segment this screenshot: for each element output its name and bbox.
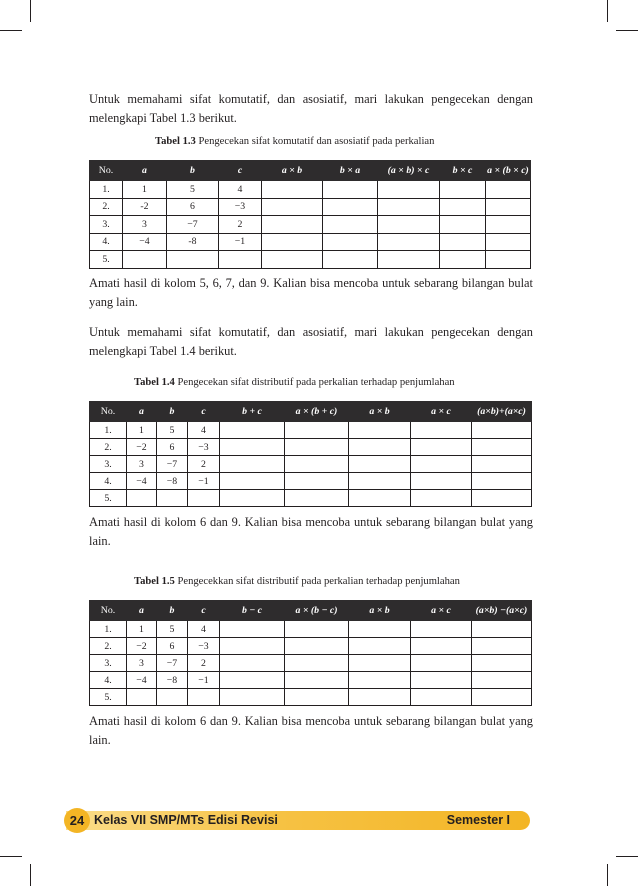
row-number-cell: 4. (90, 473, 127, 490)
table-cell (378, 216, 440, 234)
row-number-cell: 4. (90, 672, 127, 689)
caption-text: Pengecekkan sifat distributif pada perkalian terhadap penjumlahan (174, 576, 460, 587)
table-header-row (90, 161, 531, 181)
table-cell (262, 233, 323, 251)
table-cell (378, 198, 440, 216)
table-cell (349, 655, 411, 672)
table-cell (411, 490, 472, 507)
table-row (90, 672, 532, 689)
table-cell (220, 638, 285, 655)
table-cell: 5 (157, 422, 188, 439)
table-row (90, 216, 531, 234)
table-row (90, 181, 531, 199)
row-number-cell: 2. (90, 638, 127, 655)
table-cell (188, 689, 220, 706)
table-cell: 3 (127, 456, 157, 473)
table-cell (323, 198, 378, 216)
table-cell (262, 251, 323, 269)
header-cell: c (188, 601, 220, 621)
table-cell: 4 (219, 181, 262, 199)
header-cell: c (188, 402, 220, 422)
caption-text: Pengecekan sifat distributif pada perkalian terhadap penjumlahan (174, 377, 455, 388)
table-cell (411, 655, 472, 672)
table-cell (157, 490, 188, 507)
header-cell: b × a (323, 161, 378, 181)
table-cell (349, 689, 411, 706)
table-cell: -2 (123, 198, 167, 216)
table-cell: −2 (127, 439, 157, 456)
header-cell: a × (b + c) (285, 402, 349, 422)
header-cell: a × b (349, 601, 411, 621)
crop-mark (0, 30, 22, 31)
header-cell: (a × b) × c (378, 161, 440, 181)
table-cell: 6 (157, 439, 188, 456)
table-cell: 1 (127, 621, 157, 638)
table-cell (378, 233, 440, 251)
header-cell: a × (b × c) (486, 161, 531, 181)
table-cell (262, 181, 323, 199)
header-cell: (a×b) −(a×c) (472, 601, 532, 621)
table-cell (220, 689, 285, 706)
table-cell: 6 (157, 638, 188, 655)
table-cell: −4 (127, 473, 157, 490)
crop-mark (607, 0, 608, 22)
table-cell (220, 490, 285, 507)
row-number-cell: 5. (90, 490, 127, 507)
table-cell (157, 689, 188, 706)
note-paragraph-2: Amati hasil di kolom 6 dan 9. Kalian bisa mencoba untuk sebarang bilangan bulat yang lain. (89, 515, 533, 548)
table-cell (188, 490, 220, 507)
header-cell: a (127, 402, 157, 422)
table-row (90, 638, 532, 655)
table-cell (349, 439, 411, 456)
header-cell: b − c (220, 601, 285, 621)
table-cell (323, 233, 378, 251)
table-cell: −3 (219, 198, 262, 216)
caption-label: Tabel 1.3 (155, 136, 196, 147)
table-cell: −3 (188, 439, 220, 456)
header-cell: a × b (349, 402, 411, 422)
note-paragraph-3: Amati hasil di kolom 6 dan 9. Kalian bisa mencoba untuk sebarang bilangan bulat yang lain. (89, 714, 533, 747)
crop-mark (607, 864, 608, 886)
table-row (90, 439, 532, 456)
table-cell (486, 198, 531, 216)
table-cell (440, 251, 486, 269)
table-cell (472, 490, 532, 507)
header-cell: a × c (411, 402, 472, 422)
table-cell (472, 689, 532, 706)
table-cell (349, 672, 411, 689)
table-cell (220, 422, 285, 439)
table-row (90, 198, 531, 216)
crop-mark (616, 30, 638, 31)
crop-mark (0, 856, 22, 857)
intro-paragraph-2: Untuk memahami sifat komutatif, dan asosiatif, mari lakukan pengecekan dengan melengkapi Tabel 1.4 berikut. (89, 325, 533, 358)
row-number-cell: 5. (90, 251, 123, 269)
table-cell (440, 233, 486, 251)
table-cell (349, 621, 411, 638)
caption-text: Pengecekan sifat komutatif dan asosiatif pada perkalian (195, 136, 435, 147)
header-cell: b (167, 161, 219, 181)
header-cell: (a×b)+(a×c) (472, 402, 532, 422)
table-cell: −8 (157, 672, 188, 689)
table-header-row (90, 601, 532, 621)
table-cell (123, 251, 167, 269)
table-cell: −1 (188, 672, 220, 689)
table-1-4-caption (134, 377, 455, 388)
table-cell (472, 655, 532, 672)
table-cell (167, 251, 219, 269)
header-cell: a (127, 601, 157, 621)
table-cell (440, 198, 486, 216)
table-cell (440, 216, 486, 234)
table-cell (127, 689, 157, 706)
table-cell (323, 181, 378, 199)
header-cell: No. (90, 402, 127, 422)
table-cell (411, 456, 472, 473)
table-row (90, 456, 532, 473)
table-cell: 1 (123, 181, 167, 199)
table-cell (472, 621, 532, 638)
table-cell (411, 672, 472, 689)
table-cell: −1 (188, 473, 220, 490)
table-row (90, 422, 532, 439)
note-paragraph-1: Amati hasil di kolom 5, 6, 7, dan 9. Kalian bisa mencoba untuk sebarang bilangan bulat yang lain. (89, 276, 533, 309)
table-cell: 6 (167, 198, 219, 216)
table-cell (262, 198, 323, 216)
table-cell (411, 439, 472, 456)
table-cell (285, 473, 349, 490)
footer-semester: Semester I (446, 813, 510, 827)
table-cell (323, 216, 378, 234)
table-cell: −7 (157, 655, 188, 672)
crop-mark (616, 856, 638, 857)
table-cell (349, 456, 411, 473)
table-row (90, 473, 532, 490)
table-cell (285, 439, 349, 456)
row-number-cell: 5. (90, 689, 127, 706)
row-number-cell: 3. (90, 216, 123, 234)
table-cell (411, 621, 472, 638)
table-cell: −1 (219, 233, 262, 251)
table-cell (440, 181, 486, 199)
table-cell: 4 (188, 422, 220, 439)
header-cell: a × c (411, 601, 472, 621)
table-cell (486, 233, 531, 251)
table-header-row (90, 402, 532, 422)
header-cell: b (157, 402, 188, 422)
table-cell (220, 672, 285, 689)
table-cell (486, 251, 531, 269)
table-1-3-caption (155, 136, 434, 147)
table-cell (411, 638, 472, 655)
table-cell (411, 473, 472, 490)
header-cell: c (219, 161, 262, 181)
table-cell (285, 422, 349, 439)
table-cell (472, 439, 532, 456)
row-number-cell: 1. (90, 422, 127, 439)
row-number-cell: 3. (90, 456, 127, 473)
table-cell (472, 473, 532, 490)
table-cell: −2 (127, 638, 157, 655)
table-cell: 3 (123, 216, 167, 234)
table-cell: 4 (188, 621, 220, 638)
table-cell (262, 216, 323, 234)
table-cell: 2 (188, 655, 220, 672)
table-cell (285, 621, 349, 638)
table-cell: 2 (188, 456, 220, 473)
page-number-badge: 24 (64, 808, 90, 833)
table-1-4 (89, 401, 532, 507)
table-cell (220, 456, 285, 473)
row-number-cell: 2. (90, 198, 123, 216)
table-row (90, 621, 532, 638)
table-cell (378, 251, 440, 269)
table-cell (285, 655, 349, 672)
table-cell: -8 (167, 233, 219, 251)
table-cell (285, 456, 349, 473)
table-cell (285, 638, 349, 655)
header-cell: No. (90, 601, 127, 621)
row-number-cell: 1. (90, 621, 127, 638)
table-cell: 5 (167, 181, 219, 199)
caption-label: Tabel 1.4 (134, 377, 175, 388)
table-row (90, 233, 531, 251)
row-number-cell: 3. (90, 655, 127, 672)
crop-mark (30, 864, 31, 886)
table-cell: 1 (127, 422, 157, 439)
crop-mark (30, 0, 31, 22)
table-row (90, 251, 531, 269)
table-cell: −7 (157, 456, 188, 473)
table-cell (349, 473, 411, 490)
table-cell (219, 251, 262, 269)
header-cell: b (157, 601, 188, 621)
table-cell (349, 422, 411, 439)
header-cell: No. (90, 161, 123, 181)
table-cell (486, 216, 531, 234)
table-cell (220, 655, 285, 672)
table-cell: 5 (157, 621, 188, 638)
table-cell (220, 473, 285, 490)
table-1-5-caption (134, 576, 460, 587)
table-cell: 3 (127, 655, 157, 672)
table-cell (486, 181, 531, 199)
table-cell (323, 251, 378, 269)
header-cell: a × (b − c) (285, 601, 349, 621)
table-row (90, 490, 532, 507)
table-cell (472, 456, 532, 473)
table-cell (349, 490, 411, 507)
header-cell: a × b (262, 161, 323, 181)
table-cell: −4 (123, 233, 167, 251)
table-cell: −3 (188, 638, 220, 655)
table-row (90, 689, 532, 706)
footer-book-title: Kelas VII SMP/MTs Edisi Revisi (94, 813, 278, 827)
header-cell: a (123, 161, 167, 181)
table-cell (472, 672, 532, 689)
table-cell (127, 490, 157, 507)
table-1-3 (89, 160, 531, 269)
table-row (90, 655, 532, 672)
table-cell (285, 689, 349, 706)
row-number-cell: 1. (90, 181, 123, 199)
table-cell: −7 (167, 216, 219, 234)
table-cell (220, 621, 285, 638)
table-cell: 2 (219, 216, 262, 234)
caption-label: Tabel 1.5 (134, 576, 175, 587)
header-cell: b + c (220, 402, 285, 422)
table-cell (472, 422, 532, 439)
table-1-5 (89, 600, 532, 706)
table-cell (349, 638, 411, 655)
table-cell (411, 689, 472, 706)
header-cell: b × c (440, 161, 486, 181)
row-number-cell: 4. (90, 233, 123, 251)
table-cell (411, 422, 472, 439)
table-cell: −8 (157, 473, 188, 490)
table-cell (220, 439, 285, 456)
intro-paragraph-1: Untuk memahami sifat komutatif, dan asosiatif, mari lakukan pengecekan dengan melengkapi Tabel 1.3 berikut. (89, 92, 533, 125)
table-cell (472, 638, 532, 655)
row-number-cell: 2. (90, 439, 127, 456)
table-cell (378, 181, 440, 199)
table-cell (285, 490, 349, 507)
table-cell (285, 672, 349, 689)
table-cell: −4 (127, 672, 157, 689)
